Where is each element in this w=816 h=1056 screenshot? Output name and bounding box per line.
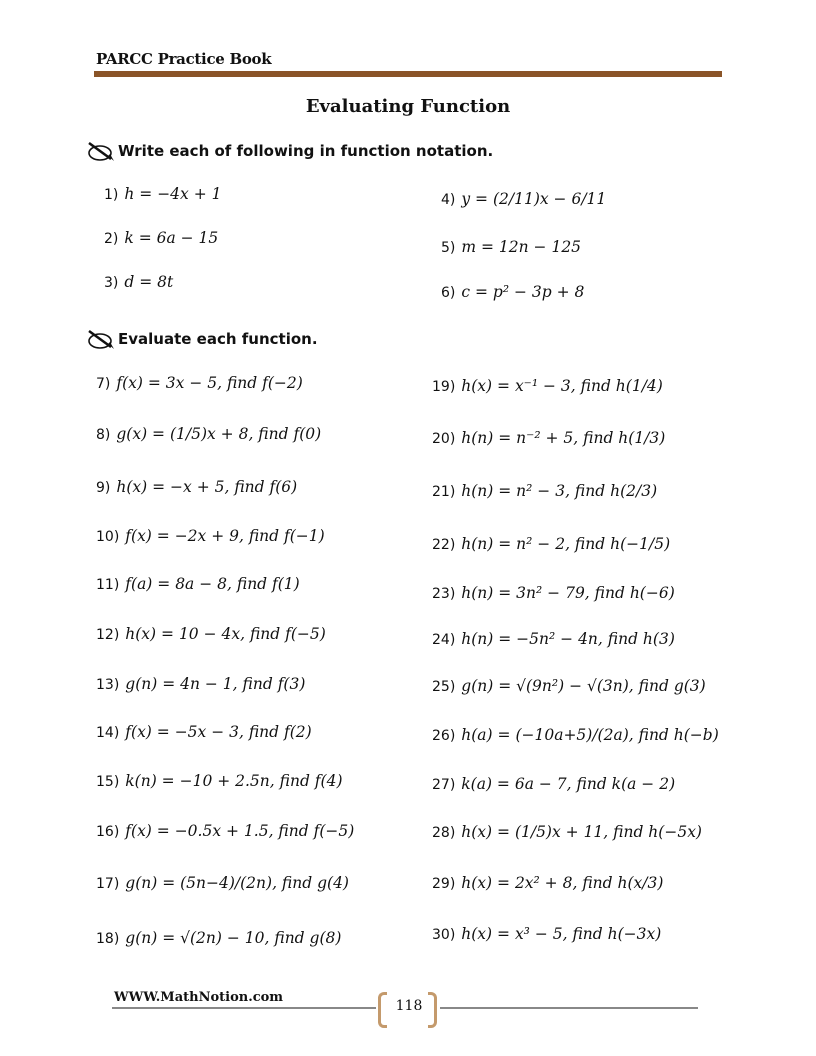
problem-22: 22) h(n) = n² − 2, find h(−1/5) <box>432 535 671 553</box>
problem-25: 25) g(n) = √(9n²) − √(3n), find g(3) <box>432 677 706 695</box>
problem-17: 17) g(n) = (5n−4)/(2n), find g(4) <box>96 874 349 892</box>
problem-7: 7) f(x) = 3x − 5, find f(−2) <box>96 374 303 392</box>
problem-16: 16) f(x) = −0.5x + 1.5, find f(−5) <box>96 822 355 840</box>
header-divider <box>94 71 722 77</box>
page-title: Evaluating Function <box>305 96 511 117</box>
problem-5: 5) m = 12n − 125 <box>441 238 582 256</box>
problem-8: 8) g(x) = (1/5)x + 8, find f(0) <box>96 425 322 443</box>
problem-1: 1) h = −4x + 1 <box>104 185 222 203</box>
problem-18: 18) g(n) = √(2n) − 10, find g(8) <box>96 929 342 947</box>
problem-19: 19) h(x) = x⁻¹ − 3, find h(1/4) <box>432 377 663 395</box>
problem-13: 13) g(n) = 4n − 1, find f(3) <box>96 675 306 693</box>
pencil-icon <box>86 140 116 162</box>
section-heading-1-text: Write each of following in function notation. <box>118 142 494 160</box>
footer-divider-left <box>112 1007 376 1009</box>
page-number-bracket-right <box>428 992 437 1028</box>
section-heading-2-text: Evaluate each function. <box>118 330 318 348</box>
pencil-icon <box>86 328 116 350</box>
footer-website: WWW.MathNotion.com <box>114 990 284 1005</box>
problem-12: 12) h(x) = 10 − 4x, find f(−5) <box>96 625 326 643</box>
problem-29: 29) h(x) = 2x² + 8, find h(x/3) <box>432 874 664 892</box>
section-heading-2 <box>86 328 318 350</box>
problem-20: 20) h(n) = n⁻² + 5, find h(1/3) <box>432 429 666 447</box>
problem-15: 15) k(n) = −10 + 2.5n, find f(4) <box>96 772 343 790</box>
problem-14: 14) f(x) = −5x − 3, find f(2) <box>96 723 312 741</box>
problem-24: 24) h(n) = −5n² − 4n, find h(3) <box>432 630 675 648</box>
problem-28: 28) h(x) = (1/5)x + 11, find h(−5x) <box>432 823 702 841</box>
problem-9: 9) h(x) = −x + 5, find f(6) <box>96 478 298 496</box>
problem-2: 2) k = 6a − 15 <box>104 229 219 247</box>
page-number-bracket-left <box>378 992 387 1028</box>
footer-divider-right <box>440 1007 698 1009</box>
problem-27: 27) k(a) = 6a − 7, find k(a − 2) <box>432 775 676 793</box>
section-heading-1 <box>86 140 493 162</box>
page-number: 118 <box>395 998 423 1014</box>
problem-30: 30) h(x) = x³ − 5, find h(−3x) <box>432 925 662 943</box>
problem-26: 26) h(a) = (−10a+5)/(2a), find h(−b) <box>432 726 719 744</box>
problem-10: 10) f(x) = −2x + 9, find f(−1) <box>96 527 325 545</box>
problem-3: 3) d = 8t <box>104 273 174 291</box>
book-title: PARCC Practice Book <box>96 50 272 68</box>
problem-4: 4) y = (2/11)x − 6/11 <box>441 190 607 208</box>
problem-11: 11) f(a) = 8a − 8, find f(1) <box>96 575 300 593</box>
problem-6: 6) c = p² − 3p + 8 <box>441 283 585 301</box>
problem-23: 23) h(n) = 3n² − 79, find h(−6) <box>432 584 675 602</box>
problem-21: 21) h(n) = n² − 3, find h(2/3) <box>432 482 658 500</box>
